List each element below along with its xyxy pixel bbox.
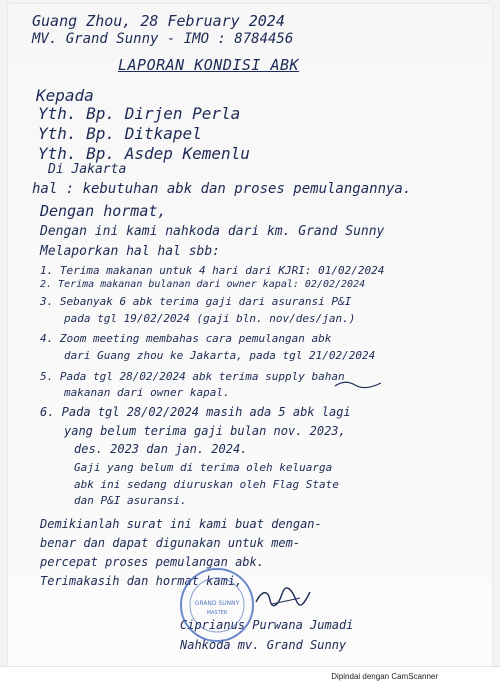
ship-stamp bbox=[177, 565, 257, 645]
captain-signature bbox=[252, 586, 312, 608]
item-2: 2. Terima makanan bulanan dari owner kapal: 02/02/2024 bbox=[40, 279, 366, 290]
closing-line-4: Terimakasih dan hormat kami, bbox=[40, 574, 243, 588]
vessel-imo: MV. Grand Sunny - IMO : 8784456 bbox=[32, 31, 294, 47]
item-6-line-2: yang belum terima gaji bulan nov. 2023, bbox=[64, 424, 346, 438]
item-6-line-6: dan P&I asuransi. bbox=[74, 494, 187, 507]
closing-line-1: Demikianlah surat ini kami buat dengan- bbox=[40, 517, 322, 531]
addressee-label: Kepada bbox=[36, 86, 94, 105]
scanner-note: Dipindai dengan CamScanner bbox=[331, 672, 438, 681]
recipient-2: Yth. Bp. Ditkapel bbox=[38, 124, 202, 143]
strike-scribble bbox=[333, 377, 383, 391]
closing-line-3: percepat proses pemulangan abk. bbox=[40, 555, 264, 569]
scanner-footer bbox=[0, 666, 500, 687]
item-3-line-1: 3. Sebanyak 6 abk terima gaji dari asuransi P&I bbox=[40, 295, 352, 308]
place-date: Guang Zhou, 28 February 2024 bbox=[32, 12, 285, 30]
stamp-sub-text: MASTER bbox=[206, 610, 228, 616]
item-4-line-1: 4. Zoom meeting membahas cara pemulangan abk bbox=[40, 332, 332, 345]
intro-line-2: Melaporkan hal hal sbb: bbox=[40, 244, 221, 259]
greeting: Dengan hormat, bbox=[40, 202, 167, 220]
recipient-city: Di Jakarta bbox=[48, 162, 127, 177]
item-4-line-2: dari Guang zhou ke Jakarta, pada tgl 21/02/2024 bbox=[64, 349, 376, 362]
item-6-line-3: des. 2023 dan jan. 2024. bbox=[74, 442, 248, 456]
recipient-1: Yth. Bp. Dirjen Perla bbox=[38, 104, 241, 123]
subject-line: hal : kebutuhan abk dan proses pemulangannya. bbox=[32, 181, 412, 197]
intro-line-1: Dengan ini kami nahkoda dari km. Grand Sunny bbox=[40, 224, 385, 239]
item-5-line-1: 5. Pada tgl 28/02/2024 abk terima supply bahan bbox=[40, 370, 345, 383]
item-6-line-4: Gaji yang belum di terima oleh keluarga bbox=[74, 461, 333, 474]
signatory-name: Ciprianus Purwana Jumadi bbox=[180, 618, 354, 632]
item-3-line-2: pada tgl 19/02/2024 (gaji bln. nov/des/jan.) bbox=[64, 312, 356, 325]
item-1: 1. Terima makanan untuk 4 hari dari KJRI: 01/02/2024 bbox=[40, 264, 385, 277]
document-title: LAPORAN KONDISI ABK bbox=[118, 56, 300, 74]
item-5-line-2: makanan dari owner kapal. bbox=[64, 386, 230, 399]
item-6-line-5: abk ini sedang diuruskan oleh Flag State bbox=[74, 478, 339, 491]
signatory-role: Nahkoda mv. Grand Sunny bbox=[180, 638, 347, 652]
stamp-center-text: GRAND SUNNY bbox=[194, 600, 240, 607]
item-6-line-1: 6. Pada tgl 28/02/2024 masih ada 5 abk lagi bbox=[40, 405, 351, 419]
closing-line-2: benar dan dapat digunakan untuk mem- bbox=[40, 536, 301, 550]
recipient-3: Yth. Bp. Asdep Kemenlu bbox=[38, 144, 250, 163]
